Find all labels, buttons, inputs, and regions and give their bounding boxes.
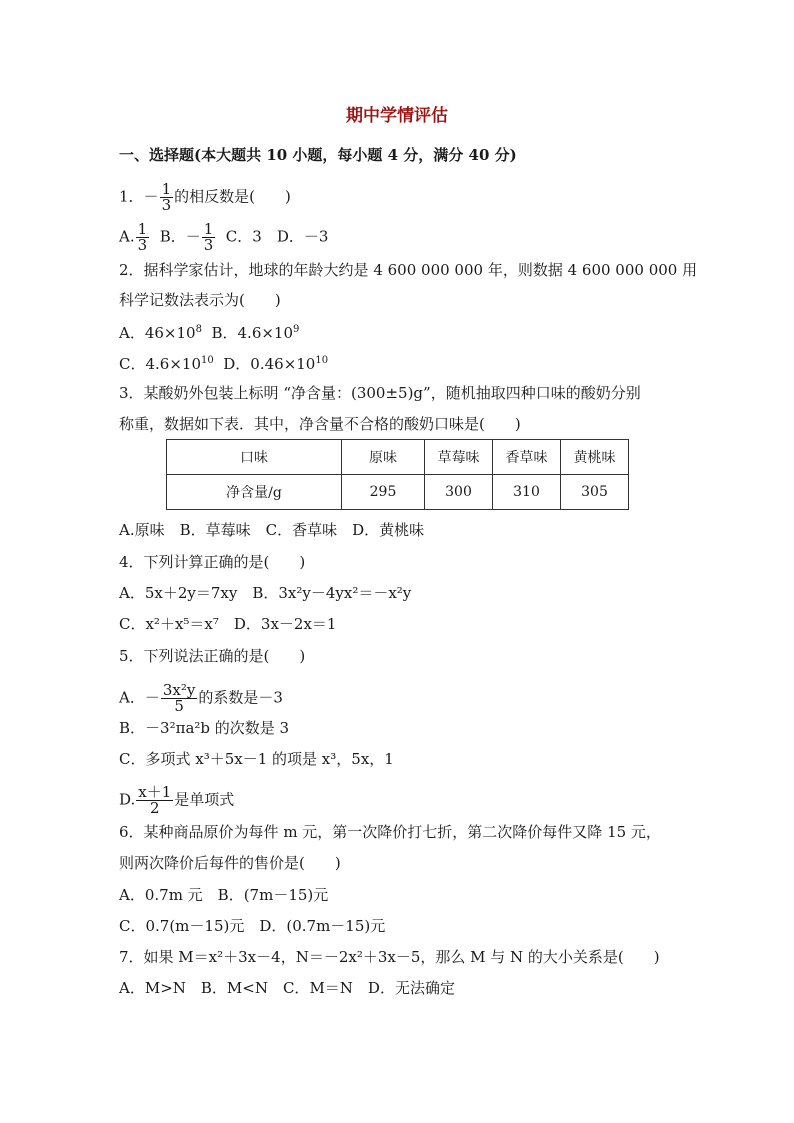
- q2-a-exponent: 8: [195, 324, 202, 335]
- q1-stem: 的相反数是( ): [174, 187, 291, 206]
- q3-options: A.原味 B．草莓味 C．香草味 D．黄桃味: [119, 521, 425, 539]
- q2-b-exponent: 9: [293, 324, 300, 335]
- q5-d-suffix: 是单项式: [174, 790, 235, 809]
- table-cell: 300: [425, 475, 493, 510]
- q2-options-ab: [119, 323, 299, 343]
- q1-numerator: 1: [161, 180, 172, 198]
- table-row: [167, 475, 629, 510]
- q1-b-numerator: 1: [203, 220, 214, 238]
- q4-options-ab: A．5x＋2y＝7xy B．3x²y－4yx²＝－x²y: [119, 584, 412, 602]
- question-1: 1．－ $\frac{1}{3}$ 的相反数是( ): [119, 180, 291, 214]
- q2-option-b: B．4.6×10: [201, 324, 294, 342]
- table-cell: 口味: [167, 440, 342, 475]
- q1-b-denominator: 3: [203, 236, 214, 254]
- q1-a-numerator: 1: [137, 220, 148, 238]
- q2-option-d: D．0.46×10: [213, 355, 316, 373]
- section-heading: 一、选择题(本大题共 10 小题，每小题 4 分，满分 40 分): [119, 146, 517, 164]
- q5-a-suffix: 的系数是－3: [198, 688, 283, 707]
- q5-option-d: [119, 785, 234, 816]
- q5-a-denominator: 5: [174, 697, 184, 715]
- q1-options: [119, 222, 328, 253]
- table-cell: 黄桃味: [561, 440, 629, 475]
- q7-line1: 7．如果 M＝x²＋3x－4，N＝－2x²＋3x－5，那么 M 与 N 的大小关系是( ): [119, 948, 660, 966]
- q5-option-b: B．－3²πa²b 的次数是 3: [119, 719, 290, 737]
- q6-line1: 6．某种商品原价为每件 m 元，第一次降价打七折，第二次降价每件又降 15 元，: [119, 823, 661, 841]
- q7-options: A．M>N B．M<N C．M＝N D．无法确定: [119, 979, 455, 997]
- q4-stem: 4．下列计算正确的是( ): [119, 553, 306, 571]
- table-cell: 305: [561, 475, 629, 510]
- q2-option-c: C．4.6×10: [119, 355, 201, 373]
- q1-option-cd: C．3 D．－3: [216, 227, 329, 246]
- q2-options-cd: [119, 354, 328, 374]
- page-title: 期中学情评估: [346, 106, 448, 126]
- q6-options-ab: A．0.7m 元 B．(7m－15)元: [119, 886, 329, 904]
- q1-number: 1．: [119, 187, 144, 206]
- q2-line2: 科学记数法表示为( ): [119, 291, 281, 309]
- q4-options-cd: C．x²＋x⁵＝x⁷ D．3x－2x＝1: [119, 615, 337, 633]
- table-cell: 295: [342, 475, 425, 510]
- q5-a-prefix: A．－: [119, 688, 160, 707]
- q1-option-b: B．－: [150, 227, 201, 246]
- q5-d-prefix: D.: [119, 790, 136, 809]
- q5-d-denominator: 2: [150, 799, 160, 817]
- q1-a-denominator: 3: [137, 236, 148, 254]
- q1-denominator: 3: [161, 196, 172, 214]
- table-cell: 原味: [342, 440, 425, 475]
- q6-line2: 则两次降价后每件的售价是( ): [119, 854, 341, 872]
- q2-line1: 2．据科学家估计，地球的年龄大约是 4 600 000 000 年，则数据 4 600 000 000 用: [119, 261, 698, 279]
- q3-line1: 3．某酸奶外包装上标明 “净含量：(300±5)g”，随机抽取四种口味的酸奶分别: [119, 384, 641, 402]
- q2-option-a: A．46×10: [119, 324, 196, 342]
- q2-c-exponent: 10: [201, 355, 214, 366]
- table-cell: 净含量/g: [167, 475, 342, 510]
- table-cell: 香草味: [493, 440, 561, 475]
- q1-fraction: [160, 182, 174, 213]
- q1-option-a: A.: [119, 227, 135, 246]
- q3-table: [166, 439, 629, 510]
- table-header-row: [167, 440, 629, 475]
- q5-option-c: C．多项式 x³＋5x－1 的项是 x³，5x，1: [119, 750, 394, 768]
- q5-stem: 5．下列说法正确的是( ): [119, 647, 306, 665]
- table-cell: 草莓味: [425, 440, 493, 475]
- q3-line2: 称重，数据如下表．其中，净含量不合格的酸奶口味是( ): [119, 415, 521, 433]
- q5-d-numerator: x＋1: [138, 783, 172, 801]
- q5-option-a: [119, 683, 283, 714]
- q5-a-numerator: 3x²y: [162, 681, 196, 699]
- table-cell: 310: [493, 475, 561, 510]
- q2-d-exponent: 10: [315, 355, 329, 366]
- q6-options-cd: C．0.7(m－15)元 D．(0.7m－15)元: [119, 917, 386, 935]
